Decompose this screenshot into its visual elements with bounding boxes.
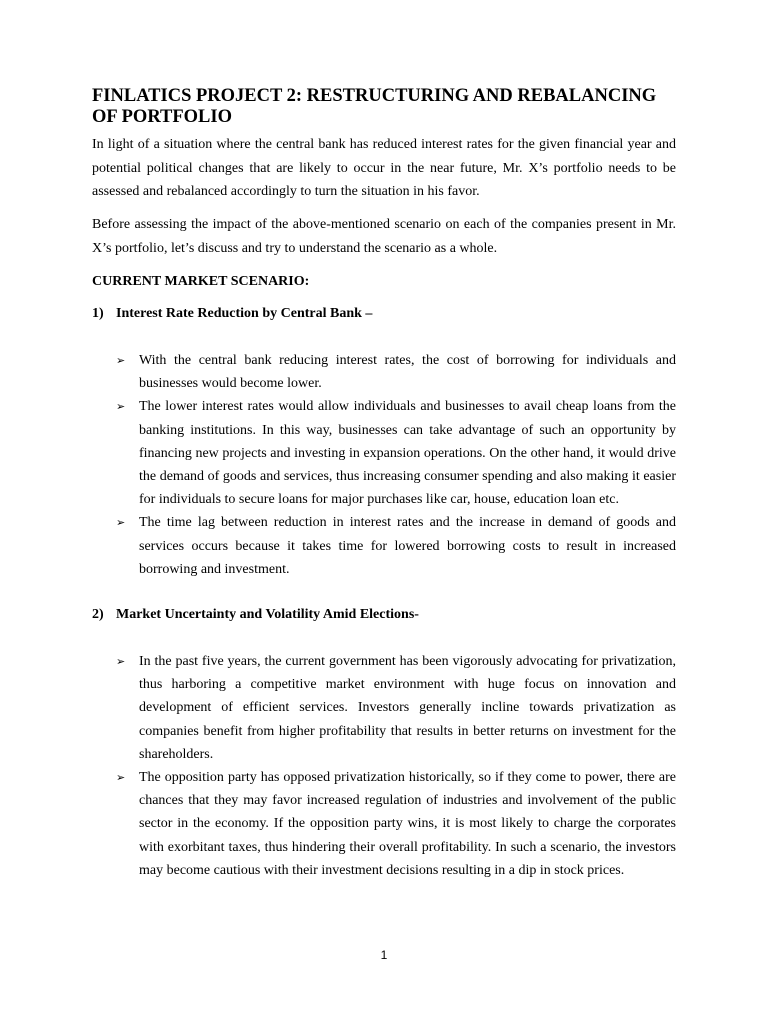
arrowhead-bullet-icon: ➢ — [116, 655, 126, 668]
list-item — [116, 511, 676, 581]
bullet-text: In the past five years, the current government has been vigorously advocating for privatization, thus harboring a competitive market environment with huge focus on innovation and development of efficient services. Investors generally incline towards privatization as companies benefit from higher profitability that results in better returns on investment for the shareholders. — [139, 654, 676, 762]
arrowhead-bullet-icon: ➢ — [116, 516, 126, 530]
bullet-text: With the central bank reducing interest rates, the cost of borrowing for individuals and businesses would become lower. — [139, 353, 676, 392]
list-item — [116, 650, 676, 766]
section-1-bullet-list — [116, 349, 676, 581]
section-number: 2) — [92, 607, 104, 622]
arrowhead-bullet-icon: ➢ — [116, 771, 126, 785]
section-2-bullet-list — [116, 650, 676, 882]
arrowhead-bullet-icon: ➢ — [116, 354, 126, 367]
section-title: Interest Rate Reduction by Central Bank – — [116, 306, 373, 321]
list-item — [116, 395, 676, 511]
section-heading-market-uncertainty — [92, 605, 419, 625]
arrowhead-bullet-icon: ➢ — [116, 400, 126, 414]
section-heading-interest-rate — [92, 304, 372, 324]
section-number: 1) — [92, 306, 104, 321]
section-title: Market Uncertainty and Volatility Amid Elections- — [116, 607, 419, 622]
page-number: 1 — [380, 948, 388, 962]
intro-paragraph-2: Before assessing the impact of the above-mentioned scenario on each of the companies present in Mr. X’s portfolio, let’s discuss and try to understand the scenario as a whole. — [92, 217, 676, 256]
scenario-heading: CURRENT MARKET SCENARIO: — [92, 274, 310, 289]
bullet-text: The lower interest rates would allow individuals and businesses to avail cheap loans from the banking institutions. In this way, businesses can take advantage of such an opportunity by financing new projects and investing in expansion operations. On the other hand, it would drive the demand of goods and services, thus increasing consumer spending and also making it easier for individuals to secure loans for major purchases like car, house, education loan etc. — [139, 399, 676, 508]
bullet-text: The opposition party has opposed privatization historically, so if they come to power, there are chances that they may favor increased regulation of industries and involvement of the public sector in the economy. If the opposition party wins, it is most likely to charge the corporates with exorbitant taxes, thus hindering their overall profitability. In such a scenario, the investors may become cautious with their investment decisions resulting in a dip in stock prices. — [139, 770, 676, 878]
list-item — [116, 349, 676, 395]
intro-paragraph-1: In light of a situation where the central bank has reduced interest rates for the given financial year and potential political changes that are likely to occur in the near future, Mr. X’s portfolio needs to be assessed and rebalanced accordingly to turn the situation in his favor. — [92, 137, 676, 199]
list-item — [116, 766, 676, 882]
document-title: FINLATICS PROJECT 2: RESTRUCTURING AND REBALANCING OF PORTFOLIO — [92, 86, 657, 127]
bullet-text: The time lag between reduction in interest rates and the increase in demand of goods and services occurs because it takes time for lowered borrowing costs to result in increased borrowing and investment. — [139, 515, 676, 577]
